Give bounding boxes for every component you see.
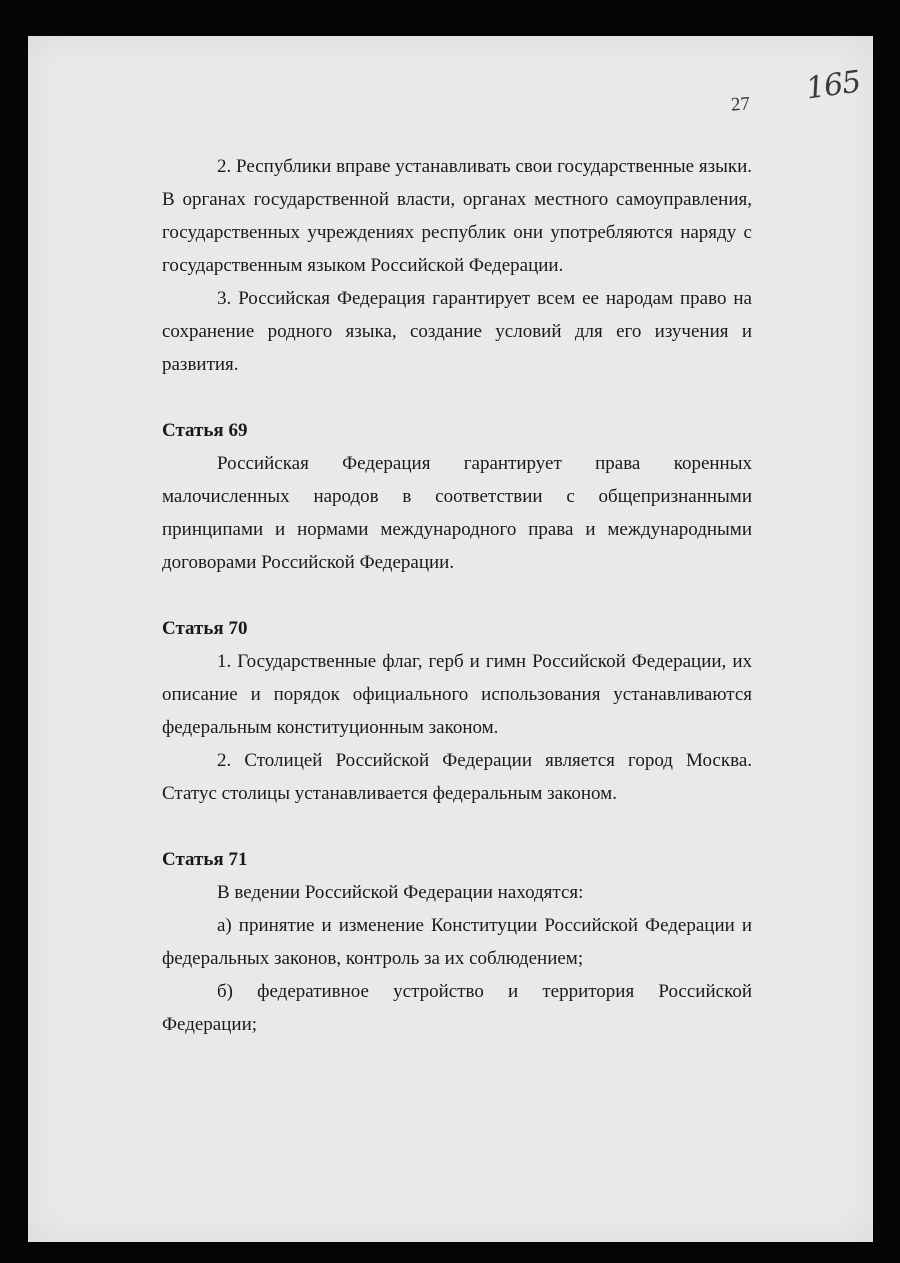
paragraph: 2. Республики вправе устанавливать свои государственные языки. В органах государственной власти, органах местного самоуправления, государственных учреждениях республик они употребляются наряду с государственным языком Российской Федерации. — [162, 156, 752, 276]
handwritten-archive-number: 165 — [803, 64, 863, 107]
paragraph: б) федеративное устройство и территория Российской Федерации; — [162, 981, 752, 1035]
paragraph: 2. Столицей Российской Федерации является город Москва. Статус столицы устанавливается федеральным законом. — [162, 750, 752, 804]
article-heading: Статья 70 — [162, 618, 248, 639]
article-heading: Статья 69 — [162, 420, 248, 441]
page-number: 27 — [730, 93, 751, 116]
paragraph: а) принятие и изменение Конституции Российской Федерации и федеральных законов, контроль за их соблюдением; — [162, 915, 752, 969]
article-heading: Статья 71 — [162, 849, 248, 870]
paragraph: 1. Государственные флаг, герб и гимн Российской Федерации, их описание и порядок официального использования устанавливаются федеральным конституционным законом. — [162, 651, 752, 738]
document-body — [162, 150, 752, 1041]
paragraph: В ведении Российской Федерации находятся: — [217, 882, 584, 903]
paragraph: Российская Федерация гарантирует права коренных малочисленных народов в соответствии с общепризнанными принципами и нормами международного права и международными договорами Российской Федерации. — [162, 453, 752, 573]
paragraph: 3. Российская Федерация гарантирует всем ее народам право на сохранение родного языка, создание условий для его изучения и развития. — [162, 288, 752, 375]
